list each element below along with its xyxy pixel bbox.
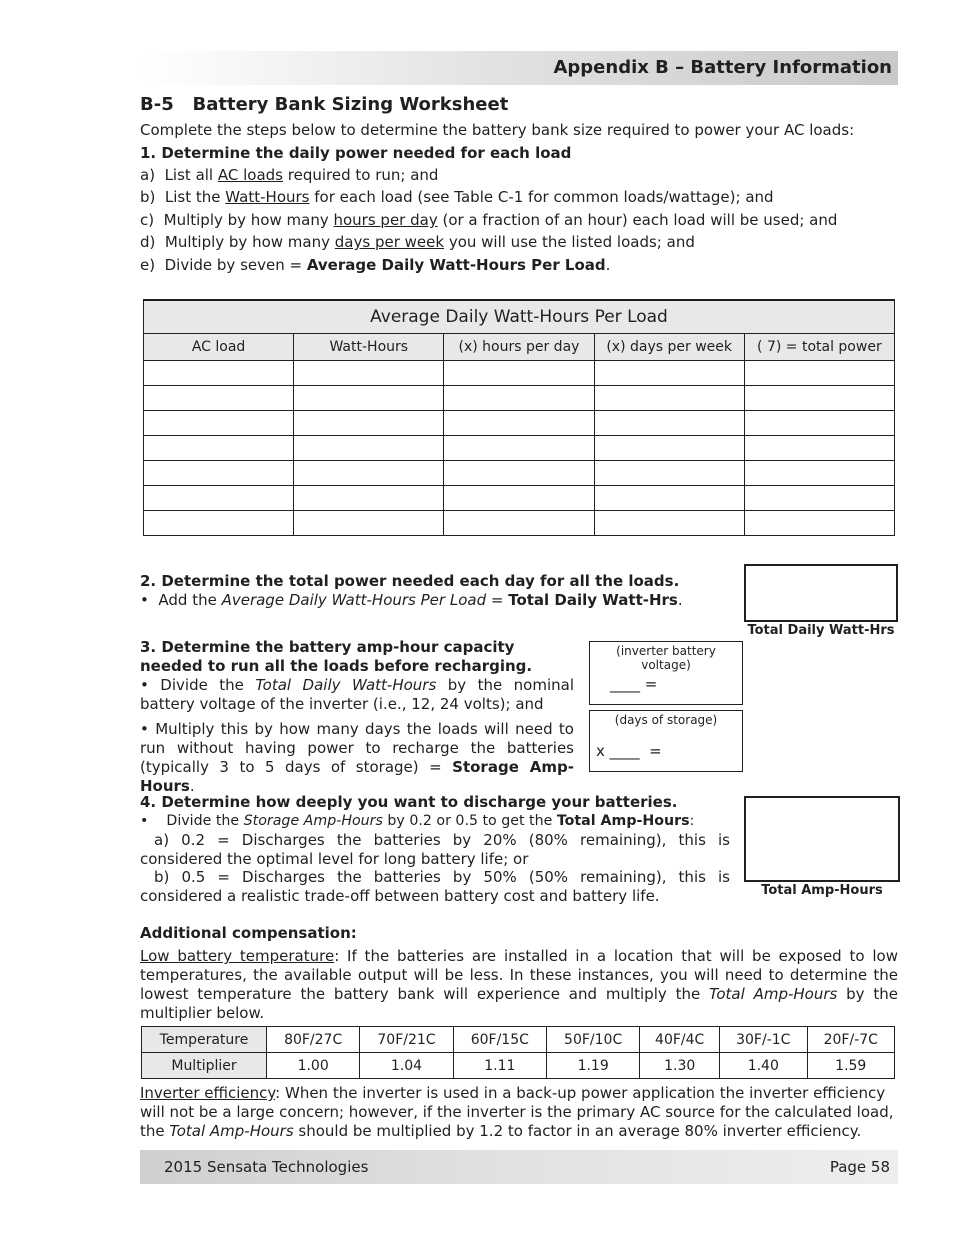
low-battery-temperature-text <box>140 947 898 1023</box>
text: e) Divide by seven = <box>140 256 307 274</box>
table-cell[interactable] <box>444 411 594 436</box>
underlined-term: Watt-Hours <box>225 188 310 206</box>
text: . <box>677 591 683 609</box>
text: • Add the <box>140 591 222 609</box>
table-cell: 40F/4C <box>640 1027 720 1053</box>
underlined-term: days per week <box>334 233 445 251</box>
table-cell[interactable] <box>594 386 744 411</box>
text: d) Multiply by how many <box>140 233 335 251</box>
table-cell[interactable] <box>594 411 744 436</box>
table-row <box>144 486 895 511</box>
text: by the nominal battery voltage of the inverter (i.e., 12, 24 volts); and <box>140 676 574 713</box>
table-cell: 1.04 <box>360 1053 453 1079</box>
table-cell[interactable] <box>144 461 294 486</box>
table-cell: 30F/-1C <box>720 1027 807 1053</box>
text: . <box>189 777 195 795</box>
table-cell[interactable] <box>744 386 894 411</box>
underlined-term: Inverter efficiency <box>140 1084 276 1102</box>
table-cell[interactable] <box>594 361 744 386</box>
text: • Divide the <box>140 813 244 829</box>
temperature-multiplier-table <box>141 1026 895 1079</box>
underlined-term: hours per day <box>333 211 438 229</box>
text: a) List all <box>140 166 218 184</box>
step4-bullet <box>140 812 694 830</box>
table-cell: 1.40 <box>720 1053 807 1079</box>
table-cell: 20F/-7C <box>807 1027 895 1053</box>
step1-item-b <box>140 188 774 207</box>
text: should be multiplied by 1.2 to factor in an average 80% inverter efficiency. <box>293 1122 862 1140</box>
table-cell[interactable] <box>294 461 444 486</box>
table-cell[interactable] <box>294 486 444 511</box>
load-table <box>143 299 895 536</box>
table-row <box>144 411 895 436</box>
step4-heading: 4. Determine how deeply you want to discharge your batteries. <box>140 793 678 811</box>
header-bar <box>140 51 898 85</box>
step4-option-b: b) 0.5 = Discharges the batteries by 50% (50% remaining), this is considered a realistic trade-off between battery cost and battery life. <box>140 868 730 905</box>
text: b) List the <box>140 188 226 206</box>
intro-text: Complete the steps below to determine the battery bank size required to power your AC loads: <box>140 121 855 139</box>
text: • Multiply this by how many days the loads will need to run without having power to recharge the batteries (typically 3 to 5 days of storage) = <box>140 720 574 776</box>
bold-term: Total Amp-Hours <box>556 813 690 829</box>
table-row <box>144 361 895 386</box>
table-row <box>144 511 895 536</box>
row-label: Temperature <box>142 1027 267 1053</box>
text: : If the batteries are installed in a location that will be exposed to low temperatures, the available output will be less. In these instances, you will need to determine the lowest temperature the battery bank will experience and multiply the <box>140 947 898 1003</box>
text: . <box>605 256 611 274</box>
table-row <box>144 386 895 411</box>
table-cell[interactable] <box>444 461 594 486</box>
step1-item-a <box>140 166 438 185</box>
table-cell: 1.30 <box>640 1053 720 1079</box>
table-cell[interactable] <box>594 511 744 536</box>
step1-item-d <box>140 233 695 252</box>
text: • Divide the <box>140 676 256 694</box>
text: for each load (see Table C-1 for common loads/wattage); and <box>309 188 774 206</box>
step2-heading: 2. Determine the total power needed each day for all the loads. <box>140 572 680 590</box>
table-cell[interactable] <box>594 436 744 461</box>
italic-term: Total Daily Watt-Hours <box>255 676 437 694</box>
table-cell[interactable] <box>594 461 744 486</box>
table-cell[interactable] <box>594 486 744 511</box>
step1-heading: 1. Determine the daily power needed for each load <box>140 144 572 162</box>
table-row <box>144 436 895 461</box>
table-cell[interactable] <box>744 486 894 511</box>
column-header: (x) days per week <box>594 334 744 361</box>
appendix-title: Appendix B – Battery Information <box>553 57 892 78</box>
table-row <box>142 1053 895 1079</box>
table-cell[interactable] <box>444 386 594 411</box>
table-cell[interactable] <box>144 486 294 511</box>
text: required to run; and <box>283 166 439 184</box>
inverter-efficiency-text <box>140 1084 898 1141</box>
additional-heading: Additional compensation: <box>140 924 357 942</box>
text: by the multiplier below. <box>140 985 898 1022</box>
total-amp-hours-box[interactable] <box>744 796 900 882</box>
table-cell[interactable] <box>294 386 444 411</box>
table-cell: 1.19 <box>546 1053 639 1079</box>
table-cell[interactable] <box>444 511 594 536</box>
table-cell[interactable] <box>744 511 894 536</box>
table-cell[interactable] <box>294 436 444 461</box>
footer-bar <box>140 1150 898 1184</box>
step1-item-c <box>140 211 837 230</box>
text: c) Multiply by how many <box>140 211 334 229</box>
text: you will use the listed loads; and <box>444 233 695 251</box>
italic-term: Storage Amp-Hours <box>243 813 383 829</box>
step3-para1 <box>140 676 574 714</box>
italic-term: Total Amp-Hours <box>709 985 838 1003</box>
table-cell[interactable] <box>144 436 294 461</box>
table-cell: 1.59 <box>807 1053 895 1079</box>
column-header: (x) hours per day <box>444 334 594 361</box>
box-formula: x ____ = <box>596 742 662 760</box>
footer-copyright: 2015 Sensata Technologies <box>164 1158 369 1176</box>
table-cell[interactable] <box>144 361 294 386</box>
column-header: Watt-Hours <box>294 334 444 361</box>
underlined-term: AC loads <box>217 166 283 184</box>
table-row <box>142 1027 895 1053</box>
table-cell[interactable] <box>294 411 444 436</box>
step3-heading: 3. Determine the battery amp-hour capacity needed to run all the loads before recharging. <box>140 638 533 675</box>
box-label: (days of storage) <box>614 713 718 727</box>
table-cell[interactable] <box>144 411 294 436</box>
table-cell[interactable] <box>444 436 594 461</box>
inverter-voltage-box[interactable] <box>589 641 743 705</box>
table-cell[interactable] <box>444 361 594 386</box>
step4-option-a: a) 0.2 = Discharges the batteries by 20% (80% remaining), this is considered the optimal level for long battery life; or <box>140 831 730 868</box>
table-cell[interactable] <box>744 461 894 486</box>
bold-term: Average Daily Watt-Hours Per Load <box>306 256 606 274</box>
section-title: B-5 Battery Bank Sizing Worksheet <box>140 94 509 115</box>
table-cell[interactable] <box>744 411 894 436</box>
days-of-storage-box[interactable] <box>589 710 743 772</box>
table-cell[interactable] <box>294 511 444 536</box>
table-cell[interactable] <box>144 386 294 411</box>
table-cell[interactable] <box>744 436 894 461</box>
page-number: Page 58 <box>829 1158 890 1176</box>
text: (or a fraction of an hour) each load will be used; and <box>437 211 838 229</box>
text: = <box>486 591 509 609</box>
bold-term: Storage Amp-Hours <box>140 758 574 795</box>
table-cell: 1.00 <box>267 1053 360 1079</box>
load-table-title: Average Daily Watt-Hours Per Load <box>144 300 895 334</box>
column-header: ( 7) = total power <box>744 334 894 361</box>
table-cell: 1.11 <box>453 1053 546 1079</box>
text: : When the inverter is used in a back-up power application the inverter efficiency will not be a large concern; however, if the inverter is the primary AC source for the calculated load, the <box>140 1084 894 1140</box>
table-cell[interactable] <box>294 361 444 386</box>
table-cell[interactable] <box>144 511 294 536</box>
table-cell[interactable] <box>744 361 894 386</box>
total-amp-hours-caption: Total Amp-Hours <box>761 883 883 898</box>
column-header: AC load <box>144 334 294 361</box>
italic-term: Average Daily Watt-Hours Per Load <box>221 591 487 609</box>
total-daily-watt-hrs-box[interactable] <box>744 564 898 622</box>
step1-item-e <box>140 256 610 275</box>
step3-para2 <box>140 720 574 796</box>
text: : <box>689 813 695 829</box>
total-daily-watt-hrs-caption: Total Daily Watt-Hrs <box>747 623 895 638</box>
box-label: (inverter battery voltage) <box>616 644 716 672</box>
table-cell: 70F/21C <box>360 1027 453 1053</box>
table-cell: 80F/27C <box>267 1027 360 1053</box>
row-label: Multiplier <box>142 1053 267 1079</box>
step2-bullet <box>140 591 683 610</box>
table-cell: 50F/10C <box>546 1027 639 1053</box>
underlined-term: Low battery temperature <box>140 947 335 965</box>
table-cell: 60F/15C <box>453 1027 546 1053</box>
table-cell[interactable] <box>444 486 594 511</box>
text: by 0.2 or 0.5 to get the <box>382 813 557 829</box>
italic-term: Total Amp-Hours <box>169 1122 294 1140</box>
table-row <box>144 461 895 486</box>
box-formula: ____ = <box>610 675 658 693</box>
bold-term: Total Daily Watt-Hrs <box>508 591 678 609</box>
